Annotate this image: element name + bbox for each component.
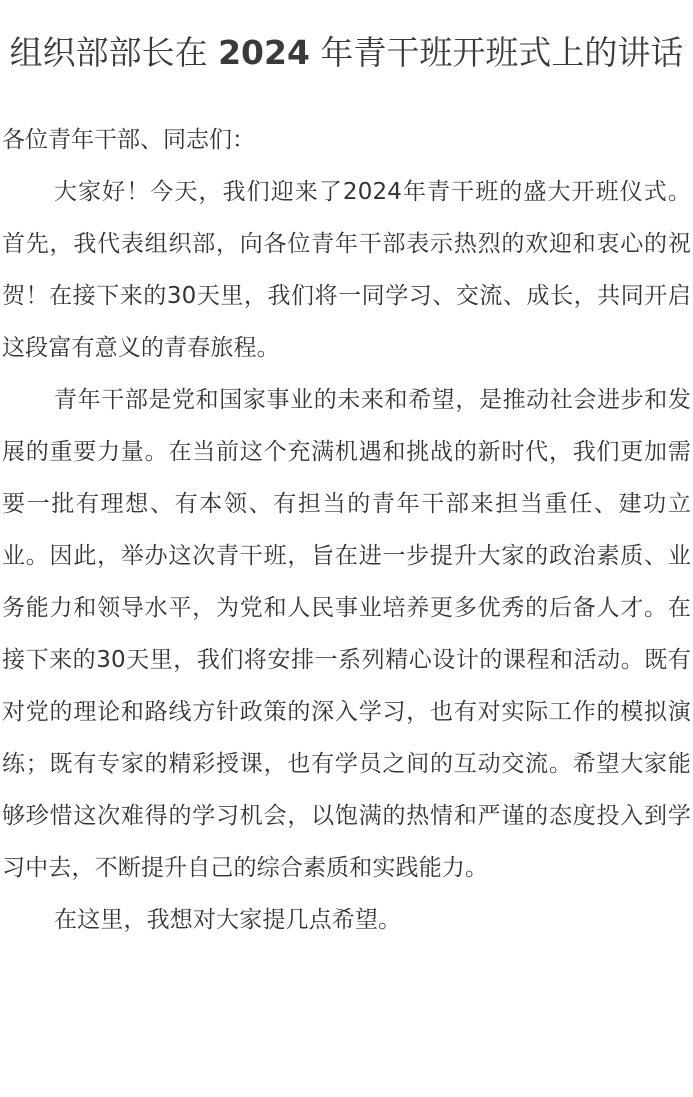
paragraph-purpose: 青年干部是党和国家事业的未来和希望，是推动社会进步和发展的重要力量。在当前这个充满机遇和挑战的新时代，我们更加需要一批有理想、有本领、有担当的青年干部来担当重任、建功立业。因此，举办这次青干班，旨在进一步提升大家的政治素质、业务能力和领导水平，为党和人民事业培养更多优秀的后备人才。在接下来的30天里，我们将安排一系列精心设计的课程和活动。既有对党的理论和路线方针政策的深入学习，也有对实际工作的模拟演练；既有专家的精彩授课，也有学员之间的互动交流。希望大家能够珍惜这次难得的学习机会，以饱满的热情和严谨的态度投入到学习中去，不断提升自己的综合素质和实践能力。 xyxy=(2,387,691,881)
title-part2: 年青干班开班式上的讲话 xyxy=(320,33,684,72)
salutation: 各位青年干部、同志们： xyxy=(2,127,255,153)
document-title xyxy=(2,0,691,80)
title-year: 2024 xyxy=(218,33,310,72)
paragraph-greeting: 大家好！今天，我们迎来了2024年青干班的盛大开班仪式。首先，我代表组织部，向各位青年干部表示热烈的欢迎和衷心的祝贺！在接下来的30天里，我们将一同学习、交流、成长，共同开启这段富有意义的青春旅程。 xyxy=(2,179,691,361)
paragraph-hopes: 在这里，我想对大家提几点希望。 xyxy=(54,907,402,933)
title-part1: 组织部部长在 xyxy=(9,33,208,72)
